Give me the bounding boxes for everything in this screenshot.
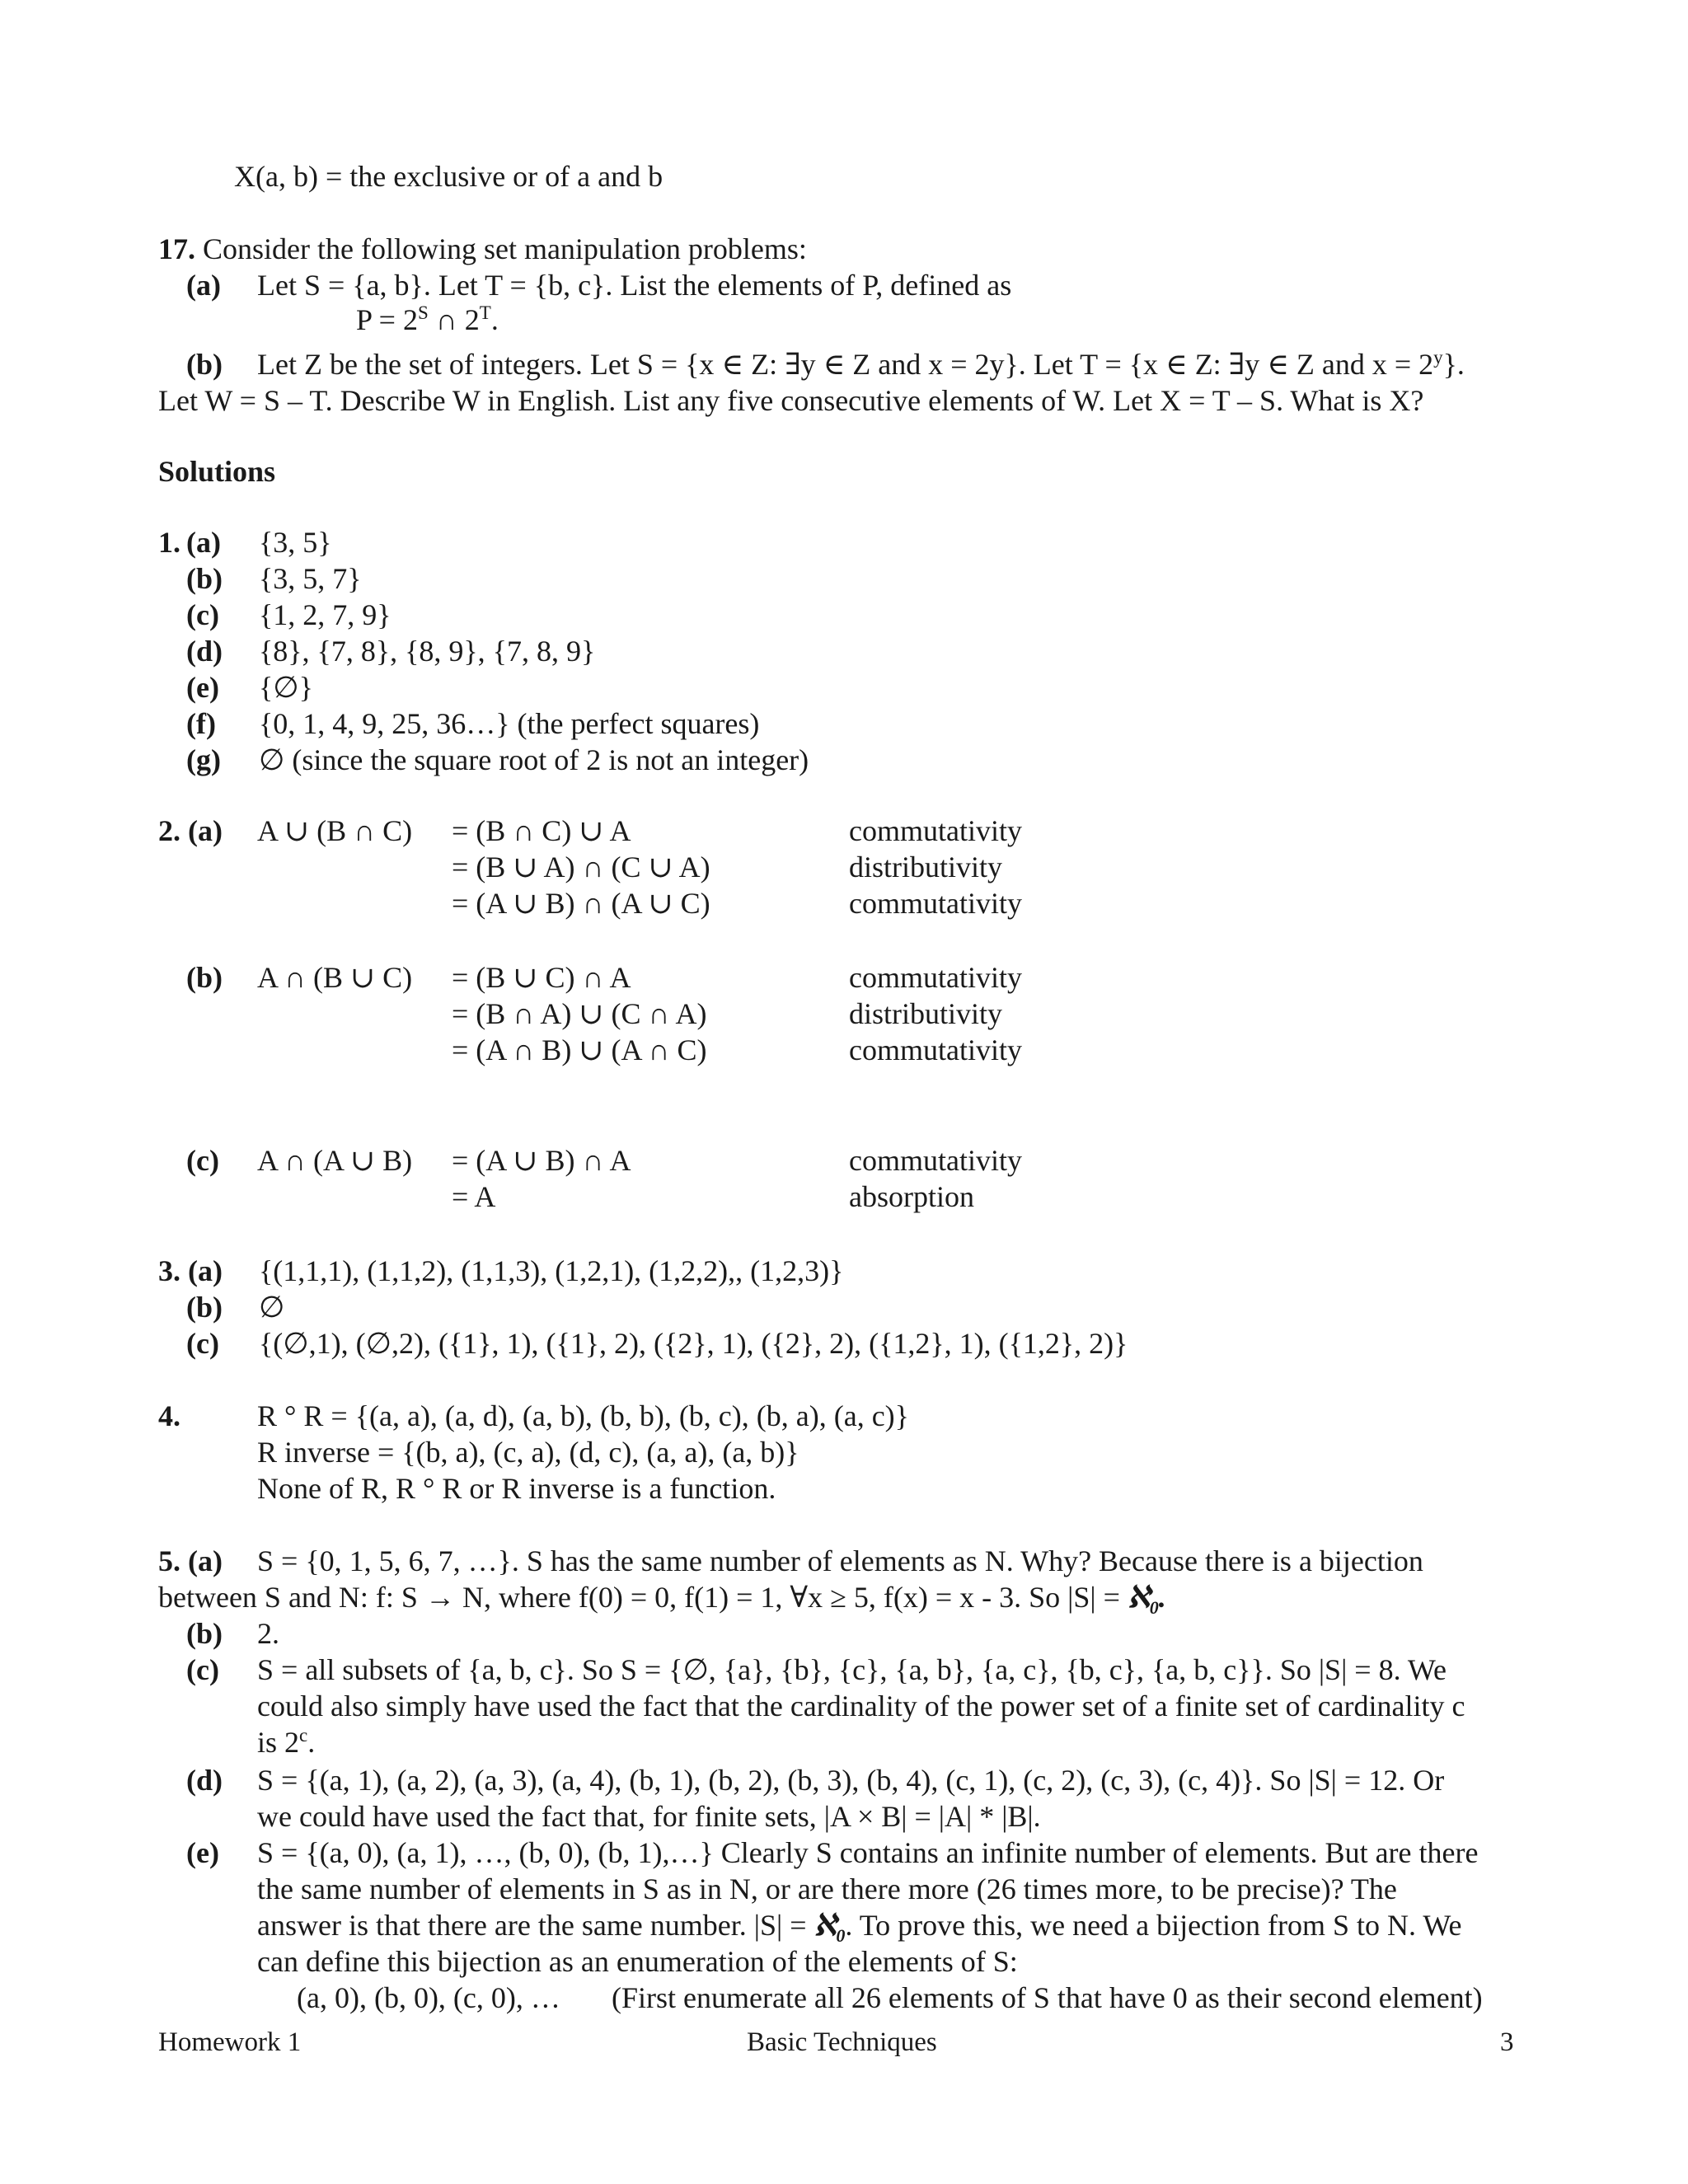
s4-line: None of R, R ° R or R inverse is a function. xyxy=(257,1472,776,1505)
footer-center: Basic Techniques xyxy=(747,2027,937,2057)
s1-answer: ∅ (since the square root of 2 is not an integer) xyxy=(259,743,809,776)
s2-expr: = (A ∪ B) ∩ (A ∪ C) xyxy=(452,887,710,920)
s4-line: R ° R = {(a, a), (a, d), (a, b), (b, b), (b, c), (b, a), (a, c)} xyxy=(257,1399,909,1432)
s5-b-label: (b) xyxy=(186,1617,223,1650)
s1-answer: {1, 2, 7, 9} xyxy=(259,598,392,631)
q17-b-text: Let Z be the set of integers. Let S = {x ∈ Z: ∃y ∈ Z and x = 2y}. Let T = {x ∈ Z: ∃y ∈ Z and $x = 2^y$}. xyxy=(257,347,1465,381)
s2-reason: commutativity xyxy=(849,1033,1022,1066)
q17-b-text-cont: Let W = S – T. Describe W in English. List any five consecutive elements of W. Let X = T – S. What is X? xyxy=(158,384,1424,417)
s1-label: (b) xyxy=(186,562,223,595)
s2-reason: commutativity xyxy=(849,1144,1022,1177)
s2-expr: = (B ∩ A) ∪ (C ∩ A) xyxy=(452,997,707,1030)
s5-e-enumeration: (a, 0), (b, 0), (c, 0), … xyxy=(297,1981,560,2014)
s2-expr: = (B ∪ C) ∩ A xyxy=(452,961,631,994)
solution-2-number: 2. (a) xyxy=(158,814,223,847)
s5-e-line: S = {(a, 0), (a, 1), …, (b, 0), (b, 1),…} Clearly S contains an infinite number of elements. But are there xyxy=(257,1836,1479,1869)
s5-c-label: (c) xyxy=(186,1653,219,1686)
q17-a-formula: $P = 2^S$ ∩ $2^T$. xyxy=(356,302,499,336)
question-17-stem: 17. Consider the following set manipulation problems: xyxy=(158,232,807,265)
s1-answer: {3, 5} xyxy=(259,526,332,559)
q17-a-label: (a) xyxy=(186,269,221,302)
s1-answer: {8}, {7, 8}, {8, 9}, {7, 8, 9} xyxy=(259,635,596,668)
solution-4-number: 4. xyxy=(158,1399,181,1432)
aleph-symbol: ℵ xyxy=(1127,1581,1150,1614)
question-number: 17. xyxy=(158,232,195,265)
s2-reason: distributivity xyxy=(849,997,1003,1030)
s1-label: (a) xyxy=(186,526,221,559)
s2-expr: = (A ∪ B) ∩ A xyxy=(452,1144,631,1177)
s2-expr: = A xyxy=(452,1180,496,1213)
s1-label: (g) xyxy=(186,743,221,776)
s5-e-line: can define this bijection as an enumeration of the elements of S: xyxy=(257,1945,1018,1978)
s2-c-label: (c) xyxy=(186,1144,219,1177)
s2-expr: = (B ∪ A) ∩ (C ∪ A) xyxy=(452,851,710,883)
s2-c-lhs: A ∩ (A ∪ B) xyxy=(257,1144,413,1177)
s5-c-line: is 2$^c$. xyxy=(257,1725,316,1759)
s5-e-enumeration-note: (First enumerate all 26 elements of S that have 0 as their second element) xyxy=(612,1981,1483,2014)
s5-c-line: could also simply have used the fact that the cardinality of the power set of a finite set of cardinality c xyxy=(257,1690,1465,1722)
s1-label: (f) xyxy=(186,707,216,740)
q17-a-text: Let S = {a, b}. Let T = {b, c}. List the elements of P, defined as xyxy=(257,269,1012,302)
s1-label: (e) xyxy=(186,671,219,704)
intro-line: X(a, b) = the exclusive or of a and b xyxy=(234,160,663,193)
s5-c-line: S = all subsets of {a, b, c}. So S = {∅, {a}, {b}, {c}, {a, b}, {a, c}, {b, c}, {a, b, c}}. So |S| = 8. We xyxy=(257,1653,1447,1686)
s1-answer: {3, 5, 7} xyxy=(259,562,362,595)
s3-answer: {(∅,1), (∅,2), ({1}, 1), ({1}, 2), ({2}, 1), ({2}, 2), ({1,2}, 1), ({1,2}, 2)} xyxy=(259,1327,1128,1360)
s5-d-label: (d) xyxy=(186,1764,223,1797)
s3-answer: {(1,1,1), (1,1,2), (1,1,3), (1,2,1), (1,2,2),, (1,2,3)} xyxy=(259,1254,844,1287)
s5-b-text: 2. xyxy=(257,1617,279,1650)
footer-left: Homework 1 xyxy=(158,2027,302,2057)
s5-a-line: S = {0, 1, 5, 6, 7, …}. S has the same number of elements as N. Why? Because there is a bijection xyxy=(257,1544,1423,1577)
s2-a-lhs: A ∪ (B ∩ C) xyxy=(257,814,413,847)
s5-d-line: we could have used the fact that, for finite sets, |A × B| = |A| * |B|. xyxy=(257,1800,1041,1833)
q17-b-label: (b) xyxy=(186,348,223,381)
s2-reason: distributivity xyxy=(849,851,1003,883)
solution-5-number: 5. (a) xyxy=(158,1544,223,1577)
s5-d-line: S = {(a, 1), (a, 2), (a, 3), (a, 4), (b, 1), (b, 2), (b, 3), (b, 4), (c, 1), (c, 2), (c, 3), (c, 4)}. So |S| = 12. Or xyxy=(257,1764,1445,1797)
s2-b-label: (b) xyxy=(186,961,223,994)
s2-b-lhs: A ∩ (B ∪ C) xyxy=(257,961,413,994)
solution-3-number: 3. (a) xyxy=(158,1254,223,1287)
s3-label: (c) xyxy=(186,1327,219,1360)
s2-reason: commutativity xyxy=(849,887,1022,920)
s5-e-label: (e) xyxy=(186,1836,219,1869)
s1-answer: {0, 1, 4, 9, 25, 36…} (the perfect squares) xyxy=(259,707,760,740)
s5-e-line: the same number of elements in S as in N, or are there more (26 times more, to be precise)? The xyxy=(257,1872,1397,1905)
s5-a-line: between S and N: f: S → N, where f(0) = 0, f(1) = 1, ∀x ≥ 5, f(x) = x - 3. So |S| = ℵ$_0$. xyxy=(158,1581,1166,1619)
s3-answer: ∅ xyxy=(259,1291,285,1324)
aleph-symbol: ℵ xyxy=(814,1909,837,1942)
s1-label: (c) xyxy=(186,598,219,631)
s2-reason: absorption xyxy=(849,1180,974,1213)
page-number: 3 xyxy=(1500,2027,1514,2057)
s2-reason: commutativity xyxy=(849,814,1022,847)
s2-reason: commutativity xyxy=(849,961,1022,994)
solutions-heading: Solutions xyxy=(158,455,276,488)
s1-answer: {∅} xyxy=(259,671,313,704)
s5-e-line: answer is that there are the same number. |S| = ℵ$_0$. To prove this, we need a bijection from S to N. We xyxy=(257,1909,1462,1947)
s3-label: (b) xyxy=(186,1291,223,1324)
s2-expr: = (B ∩ C) ∪ A xyxy=(452,814,631,847)
s2-expr: = (A ∩ B) ∪ (A ∩ C) xyxy=(452,1033,707,1066)
s4-line: R inverse = {(b, a), (c, a), (d, c), (a, a), (a, b)} xyxy=(257,1436,799,1469)
s1-label: (d) xyxy=(186,635,223,668)
solution-1-number: 1. xyxy=(158,526,181,559)
